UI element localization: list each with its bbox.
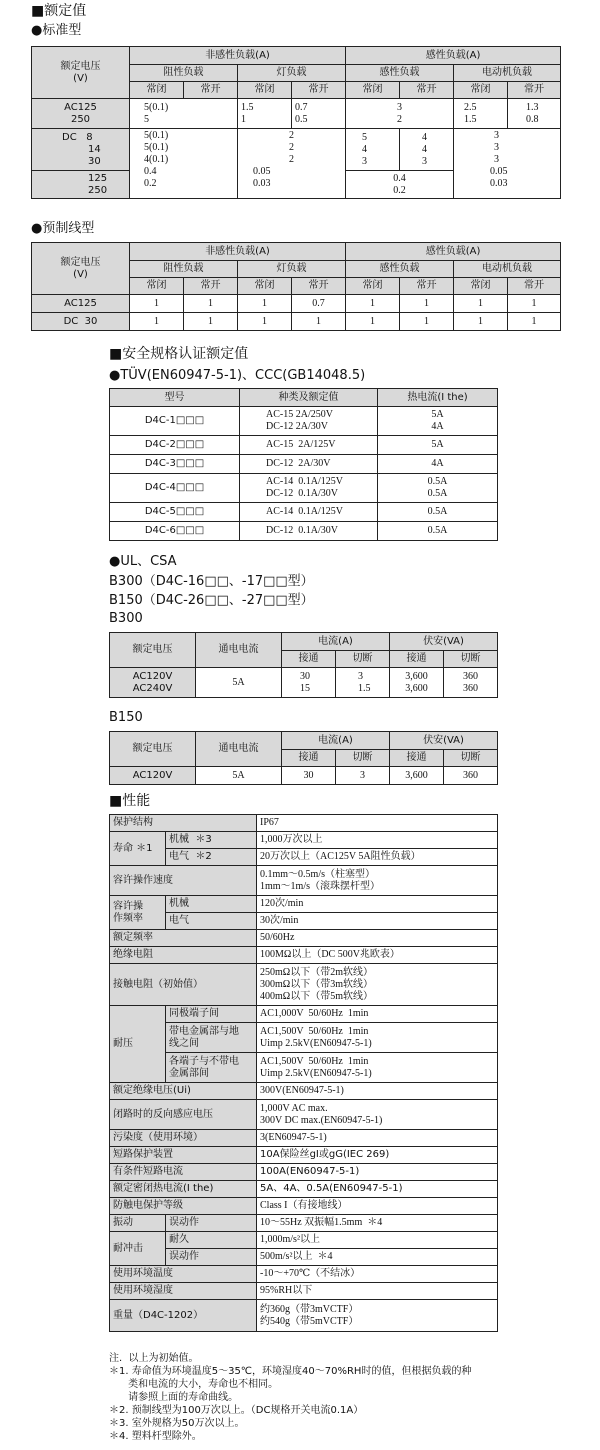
ac-inductive-cell: 3 2 bbox=[346, 99, 454, 129]
make-va-cell: 3,600 3,600 bbox=[390, 668, 444, 698]
make-current-cell: 30 15 bbox=[282, 668, 336, 698]
make-header: 接通 bbox=[282, 750, 336, 767]
dc-inductive-no-cell: 4 4 3 bbox=[400, 129, 454, 171]
table-row bbox=[110, 1249, 498, 1266]
table-row bbox=[110, 896, 498, 913]
current-cell: 0.5A bbox=[378, 503, 498, 522]
nc-header: 常闭 bbox=[346, 82, 400, 99]
value-cell: 1 bbox=[454, 295, 508, 313]
rated-voltage-header: 额定电压 bbox=[110, 732, 196, 767]
table-row bbox=[110, 522, 498, 541]
performance-table bbox=[109, 814, 498, 1332]
table-row bbox=[110, 668, 498, 698]
withstand-r3-label: 各端子与不带电 金属部间 bbox=[166, 1053, 257, 1083]
ithe-value: 5A、4A、0.5A(EN60947-5-1) bbox=[257, 1181, 498, 1198]
lamp-load-header: 灯负载 bbox=[238, 65, 346, 82]
contact-label: 接触电阻（初始值） bbox=[110, 964, 257, 1006]
non-inductive-header: 非感性负载(A) bbox=[130, 47, 346, 65]
voltage-cell: AC120V bbox=[110, 767, 196, 785]
model-cell: D4C-4□□□ bbox=[110, 474, 240, 503]
humidity-label: 使用环境湿度 bbox=[110, 1283, 257, 1300]
prewired-type-title: ●预制线型 bbox=[31, 221, 95, 236]
impact-durability-value: 1,000m/s²以上 bbox=[257, 1232, 498, 1249]
table-row bbox=[110, 1181, 498, 1198]
prewired-rating-table bbox=[31, 242, 561, 331]
model-cell: D4C-5□□□ bbox=[110, 503, 240, 522]
freq-elec-value: 30次/min bbox=[257, 913, 498, 930]
insulation-value: 100MΩ以上（DC 500V兆欧表） bbox=[257, 947, 498, 964]
standard-rating-table bbox=[31, 46, 561, 199]
current-cell: 0.5A 0.5A bbox=[378, 474, 498, 503]
dc-lamp-cell: 2 2 2 0.05 0.03 bbox=[238, 129, 346, 199]
rating-cell: DC-12 0.1A/30V bbox=[240, 522, 378, 541]
rating-cell: DC-12 2A/30V bbox=[240, 455, 378, 474]
no-header: 常开 bbox=[400, 278, 454, 295]
table-row bbox=[110, 1130, 498, 1147]
insulation-label: 绝缘电阻 bbox=[110, 947, 257, 964]
table-row bbox=[110, 1023, 498, 1053]
nc-header: 常闭 bbox=[238, 82, 292, 99]
motor-load-header: 电动机负载 bbox=[454, 261, 561, 278]
note-line: 类和电流的大小，寿命也不相同。 bbox=[109, 1379, 279, 1390]
inductive-header: 感性负载(A) bbox=[346, 47, 561, 65]
conditional-short-value: 100A(EN60947-5-1) bbox=[257, 1164, 498, 1181]
nc-header: 常闭 bbox=[238, 278, 292, 295]
life-mech-label: 机械 ＊3 bbox=[166, 832, 257, 849]
break-header: 切断 bbox=[336, 651, 390, 668]
resistive-load-header: 阻性负载 bbox=[130, 65, 238, 82]
table-row bbox=[110, 866, 498, 896]
table-row bbox=[110, 1164, 498, 1181]
voltage-cell: AC125 bbox=[32, 295, 130, 313]
table-row bbox=[110, 1198, 498, 1215]
temperature-value: -10～+70℃（不结冰） bbox=[257, 1266, 498, 1283]
life-mech-value: 1,000万次以上 bbox=[257, 832, 498, 849]
value-cell: 1 bbox=[184, 295, 238, 313]
dc-resistive-cell: 5(0.1) 5(0.1) 4(0.1) 0.4 0.2 bbox=[130, 129, 238, 199]
inductive-header: 感性负载(A) bbox=[346, 243, 561, 261]
value-cell: 1 bbox=[346, 295, 400, 313]
model-cell: D4C-1□□□ bbox=[110, 407, 240, 436]
table-row bbox=[110, 849, 498, 866]
current-cell: 0.5A bbox=[378, 522, 498, 541]
dc-voltage-cell-b: 125 250 bbox=[32, 171, 130, 199]
no-header: 常开 bbox=[508, 278, 561, 295]
dc-motor-cell: 3 3 3 0.05 0.03 bbox=[454, 129, 561, 199]
withstand-r2-value: AC1,500V 50/60Hz 1min Uimp 2.5kV(EN60947-5-1) bbox=[257, 1023, 498, 1053]
withstand-label: 耐压 bbox=[110, 1006, 166, 1083]
make-current-cell: 30 bbox=[282, 767, 336, 785]
table-row bbox=[110, 913, 498, 930]
make-header: 接通 bbox=[390, 651, 444, 668]
table-row bbox=[110, 930, 498, 947]
make-va-cell: 3,600 bbox=[390, 767, 444, 785]
note-line: ＊2. 预制线型为100万次以上。（DC规格开关电流0.1A） bbox=[109, 1405, 364, 1416]
nc-header: 常闭 bbox=[454, 82, 508, 99]
table-row bbox=[110, 1232, 498, 1249]
humidity-value: 95%RH以下 bbox=[257, 1283, 498, 1300]
value-cell: 1 bbox=[184, 313, 238, 331]
current-cell: 5A bbox=[378, 436, 498, 455]
ac-motor-nc-cell: 2.5 1.5 bbox=[454, 99, 508, 129]
b300-label: B300 bbox=[109, 611, 143, 626]
nc-header: 常闭 bbox=[454, 278, 508, 295]
b150-label: B150 bbox=[109, 710, 143, 725]
table-row bbox=[110, 1215, 498, 1232]
note-line: 请参照上面的寿命曲线。 bbox=[109, 1392, 239, 1403]
table-row bbox=[110, 815, 498, 832]
conditional-short-label: 有条件短路电流 bbox=[110, 1164, 257, 1181]
table-row bbox=[32, 313, 561, 331]
freq-mech-label: 机械 bbox=[166, 896, 257, 913]
induced-voltage-label: 闭路时的反向感应电压 bbox=[110, 1100, 257, 1130]
table-row bbox=[110, 1083, 498, 1100]
ui-label: 额定绝缘电压(Ui) bbox=[110, 1083, 257, 1100]
speed-value: 0.1mm～0.5m/s（柱塞型） 1mm～1m/s（滚珠摆杆型） bbox=[257, 866, 498, 896]
rating-cell: AC-14 0.1A/125V DC-12 0.1A/30V bbox=[240, 474, 378, 503]
rating-type-header: 种类及额定值 bbox=[240, 389, 378, 407]
no-header: 常开 bbox=[184, 278, 238, 295]
value-cell: 1 bbox=[238, 295, 292, 313]
freq-mech-value: 120次/min bbox=[257, 896, 498, 913]
no-header: 常开 bbox=[292, 82, 346, 99]
table-row bbox=[110, 407, 498, 436]
current-header: 电流(A) bbox=[282, 732, 390, 750]
break-header: 切断 bbox=[444, 750, 498, 767]
temperature-label: 使用环境温度 bbox=[110, 1266, 257, 1283]
note-line: ＊4. 塑料杆型除外。 bbox=[109, 1431, 202, 1442]
short-protection-label: 短路保护装置 bbox=[110, 1147, 257, 1164]
table-row bbox=[32, 295, 561, 313]
ui-value: 300V(EN60947-5-1) bbox=[257, 1083, 498, 1100]
table-row bbox=[110, 767, 498, 785]
freq-label: 容许操 作频率 bbox=[110, 896, 166, 930]
rated-voltage-header: 额定电压 (V) bbox=[32, 243, 130, 295]
table-row bbox=[110, 947, 498, 964]
ac-lamp-nc-cell: 1.5 1 bbox=[238, 99, 292, 129]
freq-elec-label: 电气 bbox=[166, 913, 257, 930]
nc-header: 常闭 bbox=[130, 278, 184, 295]
model-cell: D4C-2□□□ bbox=[110, 436, 240, 455]
table-row bbox=[110, 1053, 498, 1083]
impact-malfunction-label: 误动作 bbox=[166, 1249, 257, 1266]
note-line: 注. 以上为初始值。 bbox=[109, 1353, 199, 1364]
b300-table bbox=[109, 632, 498, 698]
rated-freq-value: 50/60Hz bbox=[257, 930, 498, 947]
rated-voltage-header: 额定电压 bbox=[110, 633, 196, 668]
model-cell: D4C-6□□□ bbox=[110, 522, 240, 541]
performance-section-title: ■性能 bbox=[109, 793, 151, 809]
dc-inductive-cell-b: 0.4 0.2 bbox=[346, 171, 454, 199]
carry-current-cell: 5A bbox=[196, 767, 282, 785]
life-label: 寿命 ＊1 bbox=[110, 832, 166, 866]
rating-cell: AC-15 2A/125V bbox=[240, 436, 378, 455]
break-header: 切断 bbox=[336, 750, 390, 767]
va-header: 伏安(VA) bbox=[390, 633, 498, 651]
dc-voltage-cell-a: DC 8 14 30 bbox=[32, 129, 130, 171]
table-row bbox=[110, 1147, 498, 1164]
value-cell: 0.7 bbox=[292, 295, 346, 313]
rated-freq-label: 额定频率 bbox=[110, 930, 257, 947]
vibration-value: 10～55Hz 双振幅1.5mm ＊4 bbox=[257, 1215, 498, 1232]
b150-table bbox=[109, 731, 498, 785]
b150-model-line: B150（D4C-26□□、-27□□型） bbox=[109, 593, 314, 608]
value-cell: 1 bbox=[292, 313, 346, 331]
shock-protection-value: Class I（有接地线） bbox=[257, 1198, 498, 1215]
motor-load-header: 电动机负载 bbox=[454, 65, 561, 82]
table-row bbox=[110, 503, 498, 522]
tuv-title: ●TÜV(EN60947-5-1)、CCC(GB14048.5) bbox=[109, 368, 366, 383]
table-row bbox=[110, 436, 498, 455]
table-row bbox=[110, 964, 498, 1006]
weight-value: 约360g（带3mVCTF） 约540g（带5mVCTF） bbox=[257, 1300, 498, 1332]
protection-value: IP67 bbox=[257, 815, 498, 832]
value-cell: 1 bbox=[454, 313, 508, 331]
impact-label: 耐冲击 bbox=[110, 1232, 166, 1266]
break-header: 切断 bbox=[444, 651, 498, 668]
table-row bbox=[110, 832, 498, 849]
lamp-load-header: 灯负载 bbox=[238, 261, 346, 278]
rating-cell: AC-14 0.1A/125V bbox=[240, 503, 378, 522]
ac-lamp-no-cell: 0.7 0.5 bbox=[292, 99, 346, 129]
withstand-r1-value: AC1,000V 50/60Hz 1min bbox=[257, 1006, 498, 1023]
va-header: 伏安(VA) bbox=[390, 732, 498, 750]
table-row bbox=[110, 1100, 498, 1130]
footnotes bbox=[109, 1352, 471, 1443]
tuv-ccc-table bbox=[109, 388, 498, 541]
break-va-cell: 360 bbox=[444, 767, 498, 785]
no-header: 常开 bbox=[400, 82, 454, 99]
ac-motor-no-cell: 1.3 0.8 bbox=[508, 99, 561, 129]
weight-label: 重量（D4C-1202） bbox=[110, 1300, 257, 1332]
rating-cell: AC-15 2A/250V DC-12 2A/30V bbox=[240, 407, 378, 436]
vibration-sub-label: 误动作 bbox=[166, 1215, 257, 1232]
inductive-load-header: 感性负载 bbox=[346, 261, 454, 278]
dc-inductive-nc-cell: 5 4 3 bbox=[346, 129, 400, 171]
rating-section-title: ■额定值 bbox=[31, 3, 87, 19]
protection-label: 保护结构 bbox=[110, 815, 257, 832]
ac-resistive-cell: 5(0.1) 5 bbox=[130, 99, 238, 129]
life-elec-value: 20万次以上（AC125V 5A阻性负载） bbox=[257, 849, 498, 866]
value-cell: 1 bbox=[130, 295, 184, 313]
carry-current-cell: 5A bbox=[196, 668, 282, 698]
impact-durability-label: 耐久 bbox=[166, 1232, 257, 1249]
value-cell: 1 bbox=[400, 295, 454, 313]
voltage-cell: DC 30 bbox=[32, 313, 130, 331]
no-header: 常开 bbox=[292, 278, 346, 295]
speed-label: 容许操作速度 bbox=[110, 866, 257, 896]
value-cell: 1 bbox=[508, 313, 561, 331]
induced-voltage-value: 1,000V AC max. 300V DC max.(EN60947-5-1) bbox=[257, 1100, 498, 1130]
vibration-label: 振动 bbox=[110, 1215, 166, 1232]
ac-voltage-cell: AC125 250 bbox=[32, 99, 130, 129]
shock-protection-label: 防触电保护等级 bbox=[110, 1198, 257, 1215]
current-header: 电流(A) bbox=[282, 633, 390, 651]
standard-type-title: ●标准型 bbox=[31, 23, 82, 38]
table-row bbox=[32, 129, 561, 171]
model-header: 型号 bbox=[110, 389, 240, 407]
withstand-r1-label: 同极端子间 bbox=[166, 1006, 257, 1023]
ul-csa-title: ●UL、CSA bbox=[109, 554, 177, 569]
table-row bbox=[110, 1283, 498, 1300]
value-cell: 1 bbox=[346, 313, 400, 331]
value-cell: 1 bbox=[400, 313, 454, 331]
impact-malfunction-value: 500m/s²以上 ＊4 bbox=[257, 1249, 498, 1266]
value-cell: 1 bbox=[508, 295, 561, 313]
b300-model-line: B300（D4C-16□□、-17□□型） bbox=[109, 574, 314, 589]
nc-header: 常闭 bbox=[346, 278, 400, 295]
short-protection-value: 10A保险丝gI或gG(IEC 269) bbox=[257, 1147, 498, 1164]
resistive-load-header: 阻性负载 bbox=[130, 261, 238, 278]
life-elec-label: 电气 ＊2 bbox=[166, 849, 257, 866]
ithe-label: 额定密闭热电流(I the) bbox=[110, 1181, 257, 1198]
note-line: ＊1. 寿命值为环境温度5～35℃，环境湿度40～70%RH时的值，但根据负载的种 bbox=[109, 1366, 472, 1377]
table-row bbox=[32, 99, 561, 129]
pollution-label: 污染度（使用环境） bbox=[110, 1130, 257, 1147]
value-cell: 1 bbox=[130, 313, 184, 331]
no-header: 常开 bbox=[508, 82, 561, 99]
withstand-r2-label: 带电金属部与地 线之间 bbox=[166, 1023, 257, 1053]
cert-section-title: ■安全规格认证额定值 bbox=[109, 346, 249, 362]
nc-header: 常闭 bbox=[130, 82, 184, 99]
model-cell: D4C-3□□□ bbox=[110, 455, 240, 474]
break-va-cell: 360 360 bbox=[444, 668, 498, 698]
break-current-cell: 3 1.5 bbox=[336, 668, 390, 698]
rated-voltage-header: 额定电压 (V) bbox=[32, 47, 130, 99]
table-row bbox=[110, 1006, 498, 1023]
withstand-r3-value: AC1,500V 50/60Hz 1min Uimp 2.5kV(EN60947-5-1) bbox=[257, 1053, 498, 1083]
carry-current-header: 通电电流 bbox=[196, 633, 282, 668]
inductive-load-header: 感性负载 bbox=[346, 65, 454, 82]
table-row bbox=[110, 1300, 498, 1332]
table-row bbox=[110, 455, 498, 474]
current-cell: 4A bbox=[378, 455, 498, 474]
break-current-cell: 3 bbox=[336, 767, 390, 785]
table-row bbox=[110, 474, 498, 503]
pollution-value: 3(EN60947-5-1) bbox=[257, 1130, 498, 1147]
no-header: 常开 bbox=[184, 82, 238, 99]
table-row bbox=[110, 1266, 498, 1283]
make-header: 接通 bbox=[390, 750, 444, 767]
non-inductive-header: 非感性负载(A) bbox=[130, 243, 346, 261]
voltage-cell: AC120V AC240V bbox=[110, 668, 196, 698]
note-line: ＊3. 室外规格为50万次以上。 bbox=[109, 1418, 245, 1429]
value-cell: 1 bbox=[238, 313, 292, 331]
contact-value: 250mΩ以下（带2m软线） 300mΩ以下（带3m软线） 400mΩ以下（带5m软线） bbox=[257, 964, 498, 1006]
current-cell: 5A 4A bbox=[378, 407, 498, 436]
thermal-current-header: 热电流(I the) bbox=[378, 389, 498, 407]
carry-current-header: 通电电流 bbox=[196, 732, 282, 767]
make-header: 接通 bbox=[282, 651, 336, 668]
